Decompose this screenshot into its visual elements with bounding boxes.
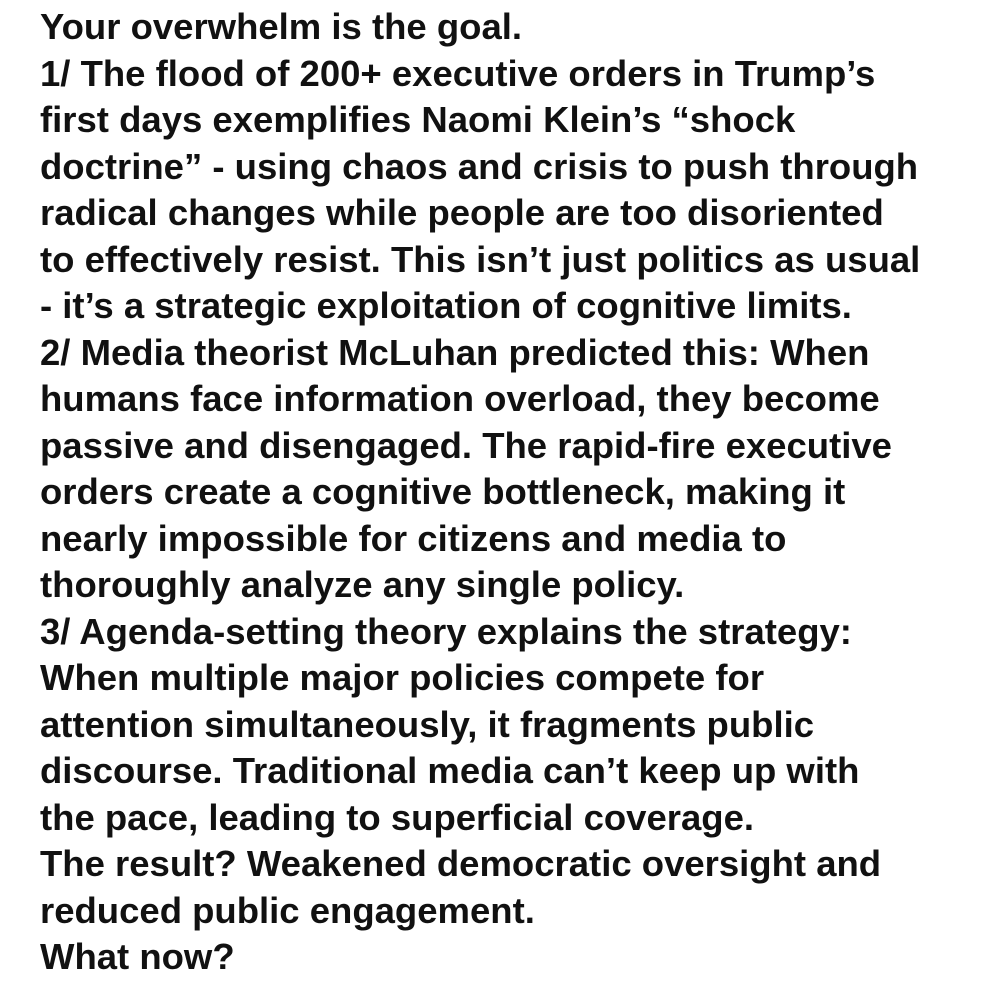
post-line: 2/ Media theorist McLuhan predicted this: When	[40, 331, 870, 373]
post-line: thoroughly analyze any single policy.	[40, 564, 685, 605]
post-line: When multiple major policies compete for	[40, 657, 765, 698]
post-line: radical changes while people are too disoriented	[40, 192, 884, 233]
post-line: the pace, leading to superficial coverage.	[40, 796, 755, 838]
post-line: - it’s a strategic exploitation of cognitive limits.	[40, 285, 852, 326]
post-line: humans face information overload, they become	[40, 378, 880, 419]
post-line: What now?	[40, 936, 235, 977]
post-line: orders create a cognitive bottleneck, making it	[40, 471, 846, 512]
post-line: to effectively resist. This isn’t just politics as usual	[40, 238, 921, 280]
post-line: Your overwhelm is the goal.	[40, 6, 523, 47]
post-line: first days exemplifies Naomi Klein’s “shock	[40, 99, 796, 140]
post-line: nearly impossible for citizens and media to	[40, 517, 787, 559]
post-line: passive and disengaged. The rapid-fire executive	[40, 424, 892, 466]
post-line: discourse. Traditional media can’t keep up with	[40, 750, 860, 791]
post-line: attention simultaneously, it fragments public	[40, 703, 815, 745]
post-line: 1/ The flood of 200+ executive orders in Trump’s	[40, 52, 876, 94]
post-line: 3/ Agenda-setting theory explains the strategy:	[40, 610, 852, 652]
post-line: doctrine” - using chaos and crisis to push through	[40, 145, 919, 187]
post-line: reduced public engagement.	[40, 889, 535, 931]
post-line: The result? Weakened democratic oversight and	[40, 843, 882, 884]
